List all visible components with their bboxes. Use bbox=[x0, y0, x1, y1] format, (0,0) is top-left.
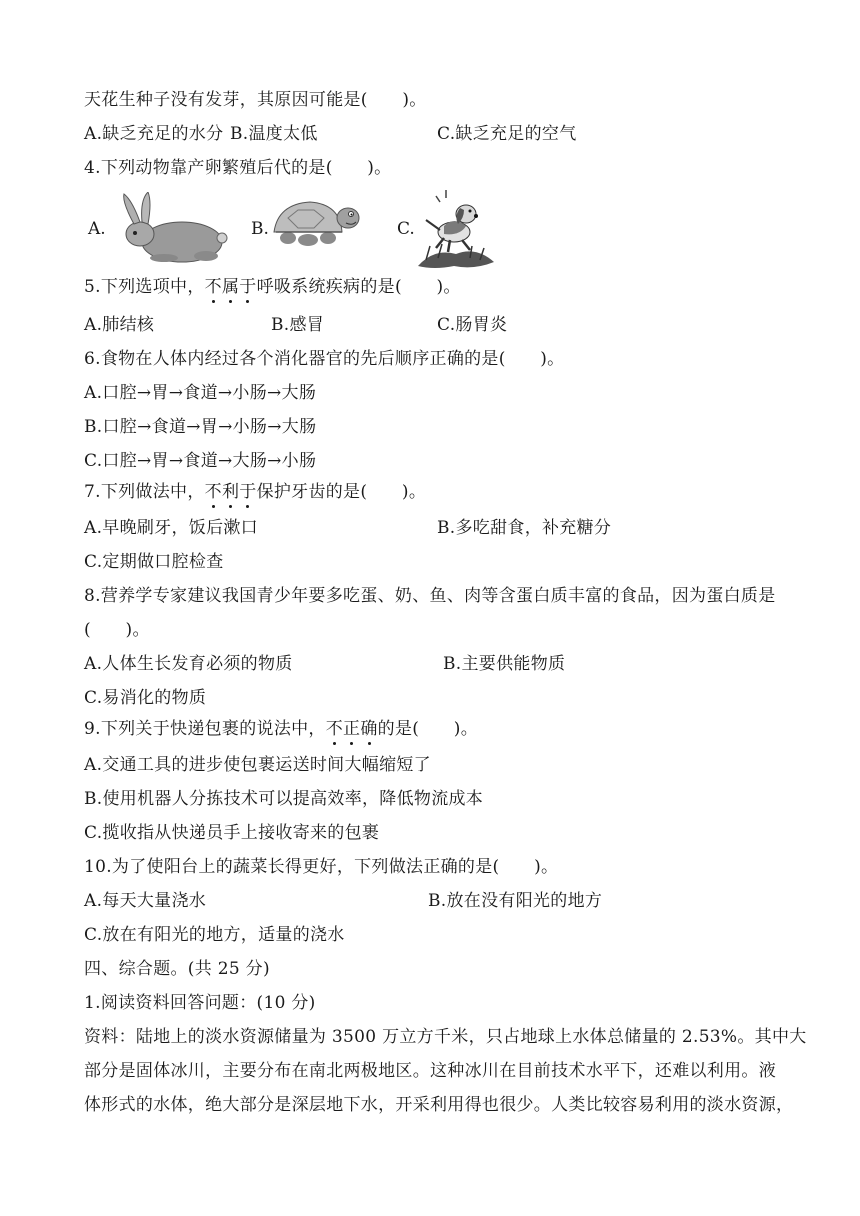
q4-stem: 4.下列动物靠产卵繁殖后代的是( )。 bbox=[84, 158, 392, 178]
q10-stem: 10.为了使阳台上的蔬菜长得更好，下列做法正确的是( )。 bbox=[84, 857, 559, 877]
q6-option-b: B.口腔→食道→胃→小肠→大肠 bbox=[84, 417, 317, 437]
q5-option-c: C.肠胃炎 bbox=[437, 315, 508, 335]
q5-emphasis-3: 于 bbox=[239, 277, 257, 297]
rabbit-picture bbox=[104, 192, 230, 266]
q7-emphasis-1: 不 bbox=[204, 482, 222, 502]
q8-option-c: C.易消化的物质 bbox=[84, 688, 207, 708]
section-4-heading: 四、综合题。(共 25 分) bbox=[84, 959, 270, 979]
q7-stem bbox=[84, 482, 426, 502]
q6-stem: 6.食物在人体内经过各个消化器官的先后顺序正确的是( )。 bbox=[84, 349, 565, 369]
q9-emphasis-2: 正 bbox=[343, 719, 361, 739]
q3-stem-tail: 天花生种子没有发芽，其原因可能是( )。 bbox=[84, 90, 427, 110]
q9-stem-pre: 9.下列关于快递包裹的说法中， bbox=[84, 719, 326, 739]
q4-letter-a: A. bbox=[88, 219, 106, 239]
reading-material-line-2: 部分是固体冰川，主要分布在南北两极地区。这种冰川在目前技术水平下，还难以利用。液 bbox=[84, 1061, 776, 1081]
q9-stem bbox=[84, 719, 478, 739]
q9-option-a: A.交通工具的进步使包裹运送时间大幅缩短了 bbox=[84, 755, 431, 775]
q5-emphasis-1: 不 bbox=[204, 277, 222, 297]
q9-emphasis-3: 确 bbox=[360, 719, 378, 739]
q4-letter-b: B. bbox=[251, 219, 269, 239]
q7-emphasis-3: 于 bbox=[239, 482, 257, 502]
q7-stem-post: 保护牙齿的是( )。 bbox=[256, 482, 427, 502]
q5-stem bbox=[84, 277, 461, 297]
q5-option-b: B.感冒 bbox=[271, 315, 325, 335]
section-4-question-1: 1.阅读资料回答问题：(10 分) bbox=[84, 993, 316, 1013]
q3-option-b: B.温度太低 bbox=[230, 124, 318, 144]
reading-material-line-3: 体形式的水体，绝大部分是深层地下水，开采利用得也很少。人类比较容易利用的淡水资源， bbox=[84, 1095, 794, 1115]
q8-stem-continuation: ( )。 bbox=[84, 620, 150, 640]
q9-option-c: C.揽收指从快递员手上接收寄来的包裹 bbox=[84, 823, 380, 843]
q5-option-a: A.肺结核 bbox=[84, 315, 155, 335]
q8-stem: 8.营养学专家建议我国青少年要多吃蛋、奶、鱼、肉等含蛋白质丰富的食品，因为蛋白质是 bbox=[84, 586, 776, 606]
dog-picture bbox=[414, 186, 498, 270]
q8-option-b: B.主要供能物质 bbox=[443, 654, 566, 674]
q9-emphasis-1: 不 bbox=[325, 719, 344, 739]
q10-option-a: A.每天大量浇水 bbox=[84, 891, 207, 911]
q9-option-b: B.使用机器人分拣技术可以提高效率，降低物流成本 bbox=[84, 789, 484, 809]
q9-stem-post: 的是( )。 bbox=[377, 719, 479, 739]
q6-option-c: C.口腔→胃→食道→大肠→小肠 bbox=[84, 451, 317, 471]
q7-emphasis-2: 利 bbox=[221, 482, 240, 502]
q7-option-c: C.定期做口腔检查 bbox=[84, 552, 224, 572]
q6-option-a: A.口腔→胃→食道→小肠→大肠 bbox=[84, 383, 317, 403]
q5-stem-post: 呼吸系统疾病的是( )。 bbox=[256, 277, 461, 297]
reading-material-line-1: 资料：陆地上的淡水资源储量为 3500 万立方千米，只占地球上水体总储量的 2.53%。其中大 bbox=[84, 1027, 807, 1047]
turtle-picture bbox=[268, 198, 364, 248]
q7-option-b: B.多吃甜食，补充糖分 bbox=[437, 518, 612, 538]
q7-stem-pre: 7.下列做法中， bbox=[84, 482, 205, 502]
q5-emphasis-2: 属 bbox=[221, 277, 240, 297]
q4-letter-c: C. bbox=[397, 219, 415, 239]
q7-option-a: A.早晚刷牙，饭后漱口 bbox=[84, 518, 258, 538]
q8-option-a: A.人体生长发育必须的物质 bbox=[84, 654, 293, 674]
q10-option-b: B.放在没有阳光的地方 bbox=[428, 891, 603, 911]
q3-option-a: A.缺乏充足的水分 bbox=[84, 124, 224, 144]
q10-option-c: C.放在有阳光的地方，适量的浇水 bbox=[84, 925, 345, 945]
q3-option-c: C.缺乏充足的空气 bbox=[437, 124, 577, 144]
q5-stem-pre: 5.下列选项中， bbox=[84, 277, 205, 297]
